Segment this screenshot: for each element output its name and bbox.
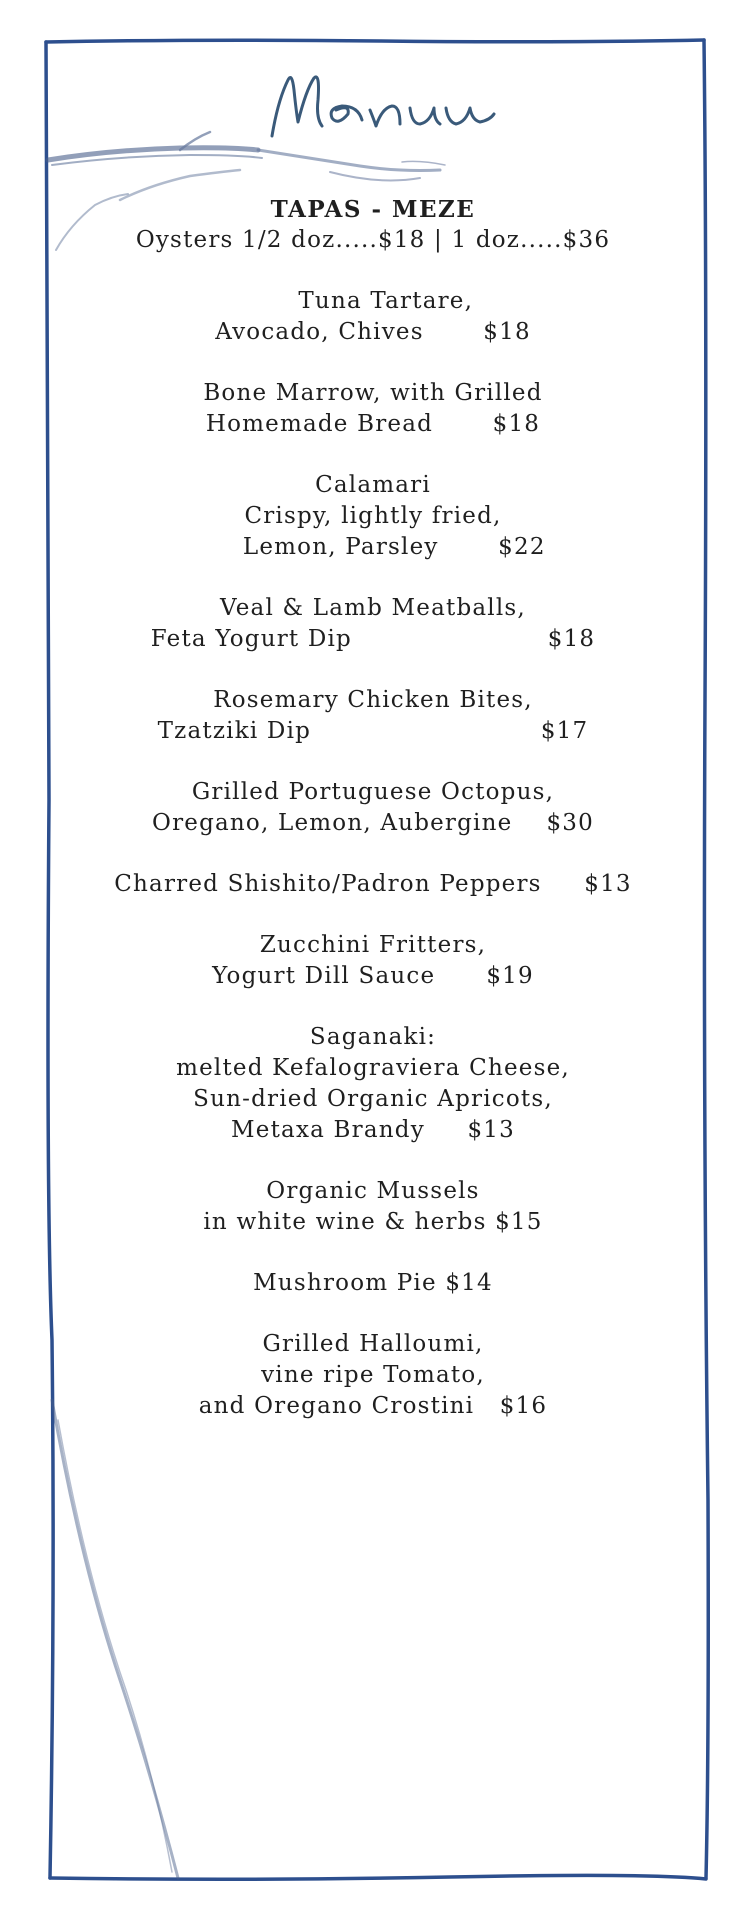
- menu-item-line: Metaxa Brandy $13: [231, 1117, 515, 1143]
- menu-item-line: Rosemary Chicken Bites,: [213, 687, 533, 713]
- menu-item: [48, 286, 698, 348]
- menu-item-line: Homemade Bread $18: [205, 411, 541, 437]
- menu-item: [48, 378, 698, 440]
- menu-item: [48, 1176, 698, 1238]
- menu-item: [48, 777, 698, 839]
- menu-item: [48, 1022, 698, 1146]
- menu-item-line: Mushroom Pie $14: [253, 1270, 493, 1296]
- section-title: TAPAS - MEZE: [270, 196, 476, 223]
- menu-item-line: and Oregano Crostini $16: [198, 1393, 548, 1419]
- menu-item-line: Grilled Portuguese Octopus,: [191, 779, 555, 805]
- menu-item-line: vine ripe Tomato,: [261, 1362, 485, 1388]
- menu-items: [48, 286, 698, 1422]
- menu-item-line: Organic Mussels: [266, 1178, 480, 1204]
- menu-item-line: Charred Shishito/Padron Peppers $13: [114, 871, 632, 897]
- menu-item-line: Crispy, lightly fried,: [244, 503, 502, 529]
- menu-script-title: [258, 60, 498, 150]
- oysters-line: Oysters 1/2 doz.....$18 | 1 doz.....$36: [135, 227, 611, 253]
- menu-item: [48, 930, 698, 992]
- menu-item-line: Tzatziki Dip $17: [157, 718, 589, 744]
- menu-item-line: Lemon, Parsley $22: [200, 534, 546, 560]
- border-right: [704, 40, 708, 1878]
- menu-content: [48, 194, 698, 1422]
- menu-item-line: Veal & Lamb Meatballs,: [220, 595, 526, 621]
- menu-script-lettering: [258, 60, 498, 150]
- menu-item: [48, 470, 698, 563]
- menu-item: [48, 869, 698, 900]
- menu-item-line: Oregano, Lemon, Aubergine $30: [152, 810, 594, 836]
- menu-item-line: Zucchini Fritters,: [259, 932, 487, 958]
- menu-item-line: Sun-dried Organic Apricots,: [193, 1086, 553, 1112]
- menu-item-line: Avocado, Chives $18: [215, 319, 531, 345]
- menu-item-line: Grilled Halloumi,: [262, 1331, 484, 1357]
- menu-item-line: Bone Marrow, with Grilled: [203, 380, 543, 406]
- menu-item: [48, 1329, 698, 1422]
- menu-item-line: Feta Yogurt Dip $18: [150, 626, 596, 652]
- menu-item: [48, 685, 698, 747]
- border-bottom: [50, 1875, 706, 1879]
- menu-item-line: Saganaki:: [309, 1024, 437, 1050]
- menu-item-line: Calamari: [315, 472, 431, 498]
- menu-item: [48, 593, 698, 655]
- border-top: [46, 40, 704, 42]
- menu-item-line: in white wine & herbs $15: [203, 1209, 543, 1235]
- menu-item: [48, 1268, 698, 1299]
- menu-item-line: melted Kefalograviera Cheese,: [176, 1055, 570, 1081]
- menu-item-line: Yogurt Dill Sauce $19: [212, 963, 534, 989]
- menu-item-line: Tuna Tartare,: [272, 288, 474, 314]
- stem-sketch: [52, 1400, 178, 1878]
